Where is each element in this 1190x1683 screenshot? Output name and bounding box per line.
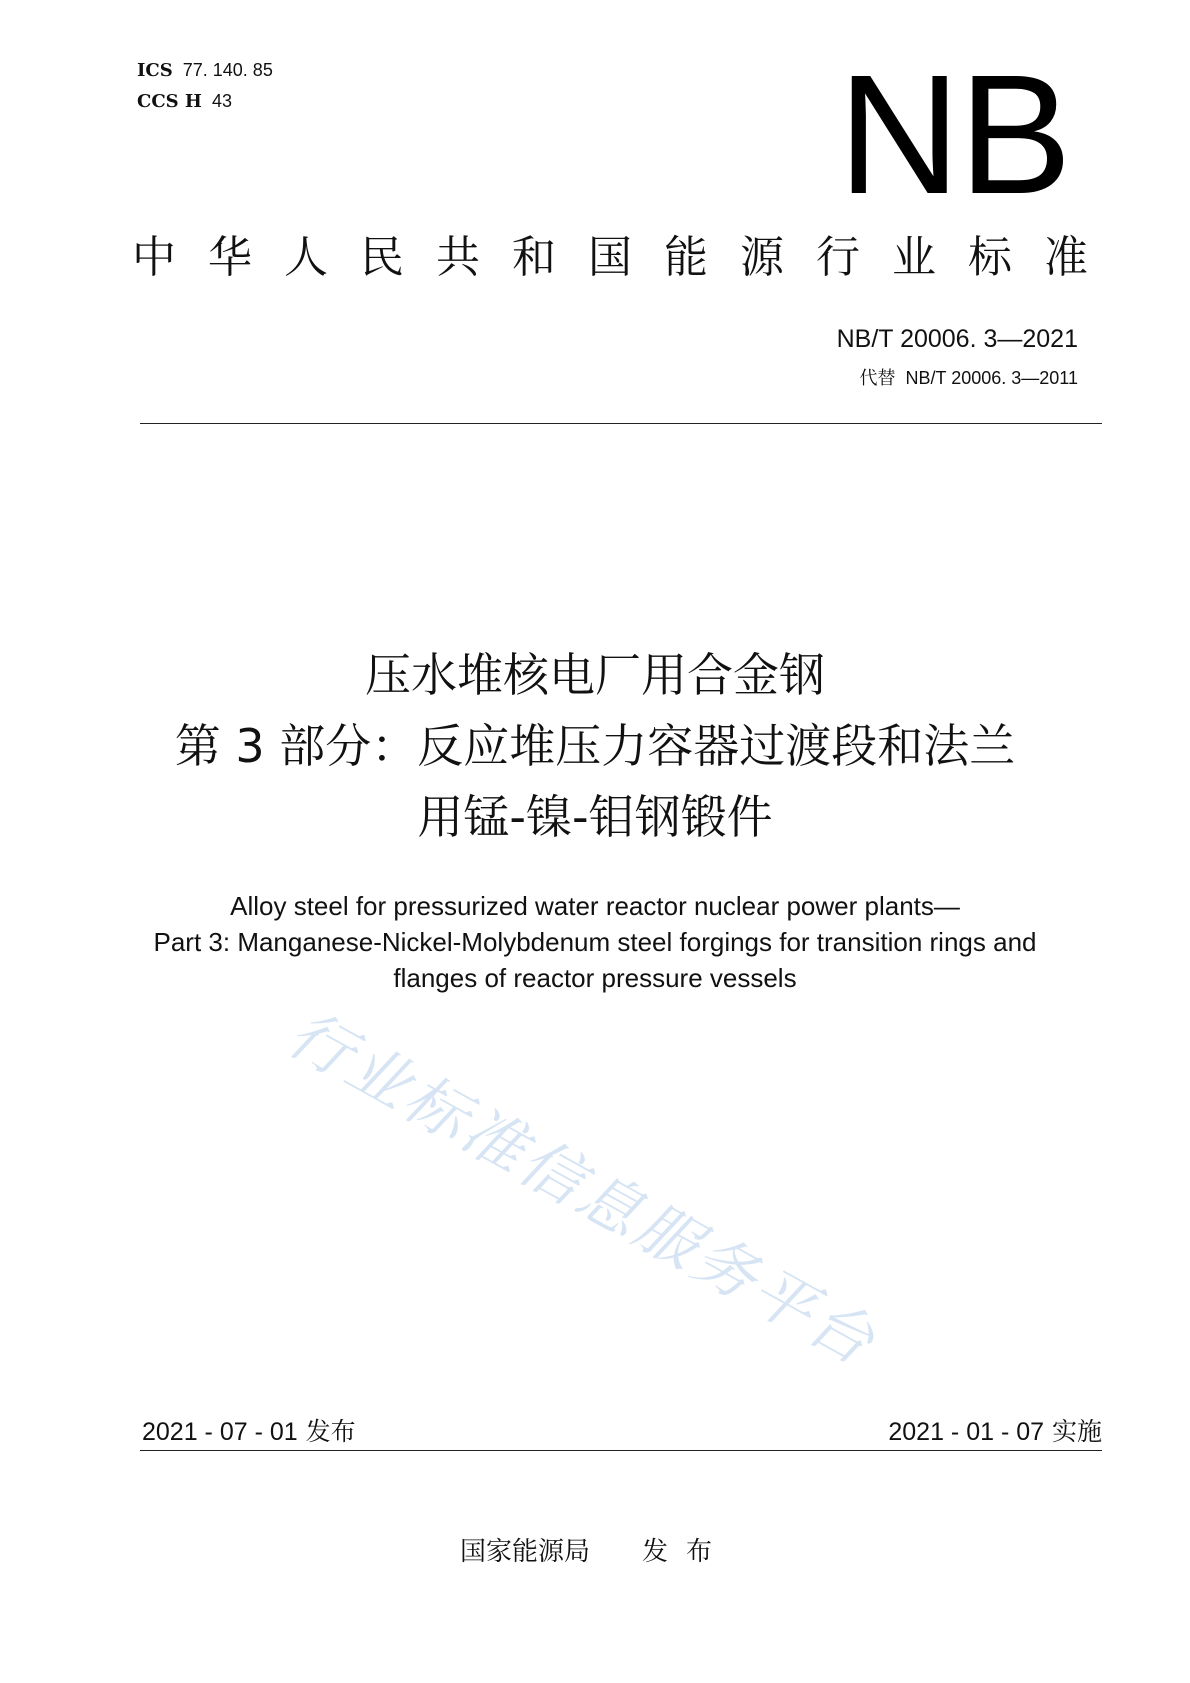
ccs-code xyxy=(137,91,232,112)
ccs-value: 43 xyxy=(211,91,232,111)
bottom-divider xyxy=(140,1450,1102,1451)
standard-number: NB/T 20006. 3—2021 xyxy=(836,325,1078,353)
publisher-action: 发布 xyxy=(642,1537,731,1567)
issue-date-value: 2021 - 07 - 01 xyxy=(142,1418,298,1446)
issue-date xyxy=(142,1412,356,1448)
ccs-label: CCS H xyxy=(137,91,202,112)
title-cn-line-2: 第 3 部分：反应堆压力容器过渡段和法兰 xyxy=(174,719,1016,773)
nb-logo: NB xyxy=(837,40,1070,230)
ics-label: ICS xyxy=(137,60,173,81)
implementation-date-label: 实施 xyxy=(1051,1417,1102,1446)
title-cn-line-1: 压水堆核电厂用合金钢 xyxy=(365,648,825,702)
title-en-line-2: Part 3: Manganese-Nickel-Molybdenum steel forgings for transition rings and xyxy=(153,927,1037,957)
replaces-number: NB/T 20006. 3—2011 xyxy=(905,368,1078,388)
publisher-line xyxy=(0,1531,1190,1568)
issue-date-label: 发布 xyxy=(305,1417,356,1446)
replaces-label: 代替 xyxy=(859,368,896,389)
ics-code xyxy=(137,60,273,81)
title-en-line-3: flanges of reactor pressure vessels xyxy=(393,963,797,993)
top-divider xyxy=(140,423,1102,424)
standard-type-heading: 中华人民共和国能源行业标准 xyxy=(132,232,1120,283)
implementation-date-value: 2021 - 01 - 07 xyxy=(888,1418,1045,1446)
implementation-date xyxy=(888,1412,1102,1448)
replaces-line xyxy=(860,364,1078,390)
title-cn-line-3: 用锰-镍-钼钢锻件 xyxy=(417,790,773,844)
publisher-org: 国家能源局 xyxy=(459,1537,590,1567)
watermark: 行业标准信息服务平台 xyxy=(276,996,889,1381)
title-en-line-1: Alloy steel for pressurized water reactor nuclear power plants— xyxy=(230,891,960,921)
ics-value: 77. 140. 85 xyxy=(182,60,273,80)
